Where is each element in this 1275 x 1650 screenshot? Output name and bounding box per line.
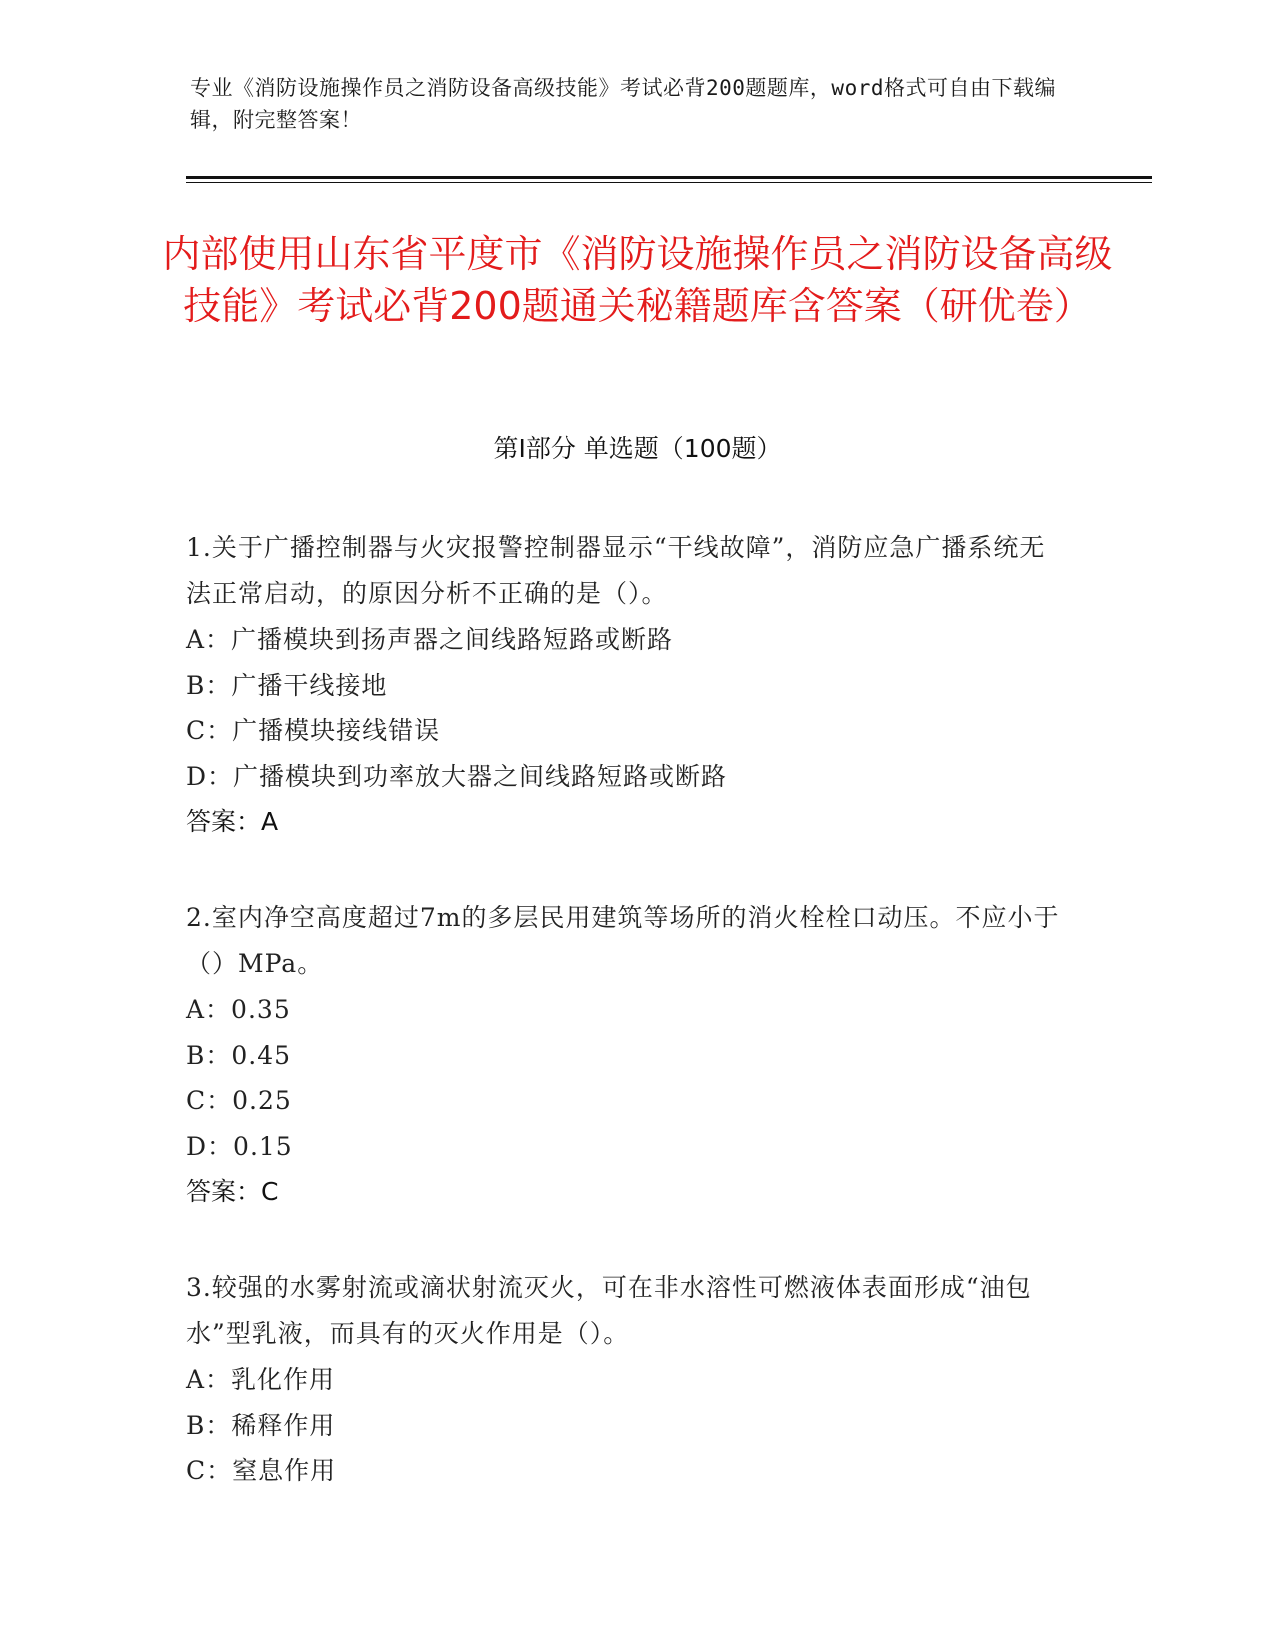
section-heading: 第Ⅰ部分 单选题（100题） — [493, 434, 782, 463]
option-a: A：广播模块到扬声器之间线路短路或断路 — [186, 625, 674, 654]
header-divider-thin — [186, 182, 1152, 183]
answer-line: 答案：A — [186, 807, 279, 836]
header-divider-thick — [186, 176, 1152, 179]
question-list — [186, 525, 1066, 1544]
question-stem: 3.较强的水雾射流或滴状射流灭火，可在非水溶性可燃液体表面形成“油包水”型乳液，而具有的灭火作用是（）。 — [186, 1273, 1032, 1348]
option-c: C：0.25 — [186, 1086, 292, 1115]
question-stem: 2.室内净空高度超过7m的多层民用建筑等场所的消火栓栓口动压。不应小于（）MPa。 — [186, 903, 1060, 978]
option-b: B：稀释作用 — [186, 1410, 336, 1440]
option-b: B：广播干线接地 — [186, 670, 388, 700]
option-b: B：0.45 — [186, 1040, 292, 1070]
option-a: A：乳化作用 — [186, 1365, 336, 1394]
answer-line: 答案：C — [186, 1177, 279, 1206]
question-stem: 1.关于广播控制器与火灾报警控制器显示“干线故障”，消防应急广播系统无法正常启动，的原因分析不正确的是（）。 — [186, 533, 1046, 608]
option-d: D：广播模块到功率放大器之间线路短路或断路 — [186, 761, 728, 791]
question-3 — [186, 1265, 1066, 1494]
document-title: 内部使用山东省平度市《消防设施操作员之消防设备高级技能》考试必背200题通关秘籍题库含答案（研优卷） — [162, 232, 1113, 328]
option-d: D：0.15 — [186, 1131, 293, 1161]
header-note: 专业《消防设施操作员之消防设备高级技能》考试必背200题题库，word格式可自由下载编辑，附完整答案！ — [190, 76, 1056, 132]
option-c: C：广播模块接线错误 — [186, 716, 441, 745]
option-c: C：窒息作用 — [186, 1456, 337, 1485]
option-a: A：0.35 — [186, 995, 291, 1024]
question-2 — [186, 895, 1066, 1215]
question-1 — [186, 525, 1066, 845]
